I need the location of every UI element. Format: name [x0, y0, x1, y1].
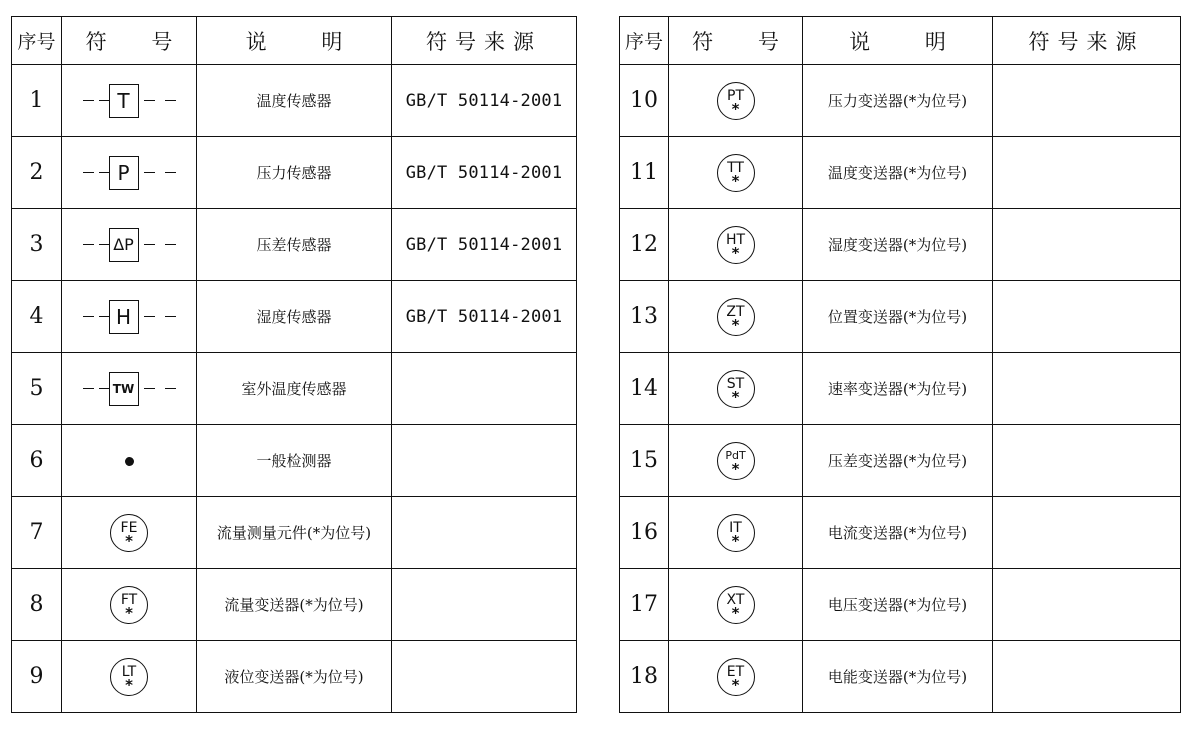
- sensor-box-label: H: [109, 300, 139, 334]
- row-symbol: [669, 137, 803, 209]
- row-symbol: [669, 425, 803, 497]
- transmitter-circle-icon: [717, 298, 755, 336]
- dash-line-icon: [83, 100, 94, 101]
- header-desc: [197, 17, 392, 65]
- table-row: [12, 209, 577, 281]
- header-seq: 序号: [620, 17, 669, 65]
- dash-line-icon: [83, 316, 94, 317]
- row-seq: 14: [620, 353, 669, 425]
- row-symbol: [62, 353, 197, 425]
- header-symbol: [669, 17, 803, 65]
- row-symbol: [669, 209, 803, 281]
- sensor-box-label: ΔP: [109, 228, 139, 262]
- header-seq: 序号: [12, 17, 62, 65]
- dash-line-icon: [165, 316, 176, 317]
- transmitter-circle-icon: [717, 154, 755, 192]
- transmitter-circle-icon: [110, 514, 148, 552]
- row-description: 压差传感器: [197, 209, 392, 281]
- position-mark: *: [731, 603, 740, 622]
- row-source: [392, 641, 577, 713]
- table-row: [620, 137, 1181, 209]
- dash-line-icon: [165, 244, 176, 245]
- symbol-table-right: [619, 16, 1181, 713]
- transmitter-tag: FE: [120, 519, 138, 536]
- transmitter-circle-icon: [717, 442, 755, 480]
- row-symbol: [669, 497, 803, 569]
- row-seq: 1: [12, 65, 62, 137]
- row-source: [993, 497, 1181, 569]
- row-source: [392, 425, 577, 497]
- line-stem-icon: [99, 388, 109, 389]
- transmitter-circle-icon: [717, 82, 755, 120]
- header-desc-char-1: 说: [245, 29, 267, 54]
- row-description: 电压变送器(*为位号): [803, 569, 993, 641]
- transmitter-tag: ZT: [726, 303, 745, 320]
- row-source: GB/T 50114-2001: [392, 209, 577, 281]
- header-source: 符号来源: [392, 17, 577, 65]
- sensor-box-label: T: [109, 84, 139, 118]
- row-seq: 6: [12, 425, 62, 497]
- dash-line-icon: [83, 244, 94, 245]
- row-description: 湿度传感器: [197, 281, 392, 353]
- table-row: [620, 353, 1181, 425]
- dash-line-icon: [144, 244, 155, 245]
- row-source: GB/T 50114-2001: [392, 281, 577, 353]
- row-source: GB/T 50114-2001: [392, 65, 577, 137]
- header-desc: [803, 17, 993, 65]
- row-symbol: [62, 641, 197, 713]
- row-symbol: [669, 353, 803, 425]
- row-description: 压力传感器: [197, 137, 392, 209]
- header-desc-char-2: 明: [924, 29, 946, 54]
- dash-line-icon: [144, 172, 155, 173]
- row-description: 压力变送器(*为位号): [803, 65, 993, 137]
- row-source: [993, 137, 1181, 209]
- row-seq: 15: [620, 425, 669, 497]
- table-row: [12, 281, 577, 353]
- sensor-symbol-icon: [78, 156, 181, 190]
- line-stem-icon: [99, 100, 109, 101]
- row-seq: 8: [12, 569, 62, 641]
- transmitter-circle-icon: [110, 586, 148, 624]
- row-description: 电流变送器(*为位号): [803, 497, 993, 569]
- row-source: [993, 425, 1181, 497]
- row-description: 流量变送器(*为位号): [197, 569, 392, 641]
- dash-line-icon: [83, 172, 94, 173]
- table-row: [620, 65, 1181, 137]
- row-description: 湿度变送器(*为位号): [803, 209, 993, 281]
- position-mark: *: [125, 675, 133, 694]
- row-seq: 9: [12, 641, 62, 713]
- transmitter-tag: ET: [726, 663, 745, 680]
- row-source: [993, 65, 1181, 137]
- row-seq: 7: [12, 497, 62, 569]
- table-row: [620, 641, 1181, 713]
- transmitter-circle-icon: [717, 586, 755, 624]
- row-symbol: [62, 569, 197, 641]
- transmitter-circle-icon: [717, 226, 755, 264]
- row-symbol: [62, 497, 197, 569]
- table-row: [12, 353, 577, 425]
- row-description: 压差变送器(*为位号): [803, 425, 993, 497]
- position-mark: *: [731, 243, 740, 262]
- position-mark: *: [731, 531, 740, 550]
- row-symbol: [669, 65, 803, 137]
- row-seq: 4: [12, 281, 62, 353]
- transmitter-tag: PdT: [725, 448, 746, 462]
- header-source: 符号来源: [993, 17, 1181, 65]
- transmitter-circle-icon: [717, 514, 755, 552]
- sensor-box-label: P: [109, 156, 139, 190]
- transmitter-tag: PT: [727, 87, 744, 104]
- row-seq: 3: [12, 209, 62, 281]
- row-description: 速率变送器(*为位号): [803, 353, 993, 425]
- transmitter-tag: LT: [121, 663, 137, 680]
- row-description: 温度变送器(*为位号): [803, 137, 993, 209]
- table-row: [12, 65, 577, 137]
- table-row: [12, 497, 577, 569]
- transmitter-circle-icon: [717, 370, 755, 408]
- row-symbol: [669, 281, 803, 353]
- dash-line-icon: [144, 388, 155, 389]
- row-description: 液位变送器(*为位号): [197, 641, 392, 713]
- row-source: [392, 497, 577, 569]
- dash-line-icon: [165, 100, 176, 101]
- table-row: [12, 569, 577, 641]
- table-body-right: [620, 65, 1181, 713]
- transmitter-tag: HT: [725, 231, 746, 248]
- position-mark: *: [125, 531, 133, 550]
- row-seq: 10: [620, 65, 669, 137]
- detector-dot-icon: [125, 457, 134, 466]
- table-row: [620, 569, 1181, 641]
- row-seq: 17: [620, 569, 669, 641]
- row-seq: 18: [620, 641, 669, 713]
- row-description: 温度传感器: [197, 65, 392, 137]
- dash-line-icon: [144, 316, 155, 317]
- sensor-symbol-icon: [78, 300, 181, 334]
- row-symbol: [669, 641, 803, 713]
- table-body-left: [12, 65, 577, 713]
- row-source: [993, 641, 1181, 713]
- row-seq: 2: [12, 137, 62, 209]
- dash-line-icon: [165, 388, 176, 389]
- position-mark: *: [731, 675, 740, 694]
- table-row: [620, 425, 1181, 497]
- symbol-table-left: [11, 16, 577, 713]
- transmitter-tag: XT: [726, 591, 745, 608]
- header-symbol-char-1: 符: [692, 29, 714, 54]
- position-mark: *: [731, 315, 740, 334]
- table-row: [12, 425, 577, 497]
- row-source: GB/T 50114-2001: [392, 137, 577, 209]
- position-mark: *: [731, 171, 740, 190]
- row-description: 位置变送器(*为位号): [803, 281, 993, 353]
- row-source: [993, 569, 1181, 641]
- header-symbol: [62, 17, 197, 65]
- header-desc-char-2: 明: [321, 29, 343, 54]
- header-desc-char-1: 说: [849, 29, 871, 54]
- transmitter-tag: IT: [729, 519, 742, 536]
- row-seq: 12: [620, 209, 669, 281]
- header-symbol-char-1: 符: [85, 29, 107, 54]
- row-source: [392, 353, 577, 425]
- row-seq: 16: [620, 497, 669, 569]
- dash-line-icon: [165, 172, 176, 173]
- row-description: 电能变送器(*为位号): [803, 641, 993, 713]
- dash-line-icon: [83, 388, 94, 389]
- table-header-row: [12, 17, 577, 65]
- transmitter-tag: ST: [726, 375, 745, 392]
- header-symbol-char-2: 号: [151, 29, 173, 54]
- row-symbol: [62, 281, 197, 353]
- row-symbol: [62, 65, 197, 137]
- sensor-symbol-icon: [78, 84, 181, 118]
- row-source: [993, 353, 1181, 425]
- table-row: [620, 209, 1181, 281]
- transmitter-tag: TT: [727, 159, 744, 176]
- position-mark: *: [731, 387, 740, 406]
- row-symbol: [62, 425, 197, 497]
- line-stem-icon: [99, 244, 109, 245]
- row-description: 流量测量元件(*为位号): [197, 497, 392, 569]
- transmitter-tag: FT: [120, 591, 138, 608]
- row-symbol: [669, 569, 803, 641]
- row-seq: 13: [620, 281, 669, 353]
- sensor-symbol-icon: [78, 228, 181, 262]
- table-row: [12, 137, 577, 209]
- row-symbol: [62, 137, 197, 209]
- table-header-row: [620, 17, 1181, 65]
- row-source: [993, 281, 1181, 353]
- table-row: [12, 641, 577, 713]
- sensor-symbol-icon: [78, 372, 181, 406]
- row-source: [993, 209, 1181, 281]
- row-source: [392, 569, 577, 641]
- table-row: [620, 497, 1181, 569]
- transmitter-circle-icon: [110, 658, 148, 696]
- row-symbol: [62, 209, 197, 281]
- row-seq: 11: [620, 137, 669, 209]
- sensor-box-label: TW: [109, 372, 139, 406]
- position-mark: *: [125, 603, 133, 622]
- header-symbol-char-2: 号: [757, 29, 779, 54]
- table-row: [620, 281, 1181, 353]
- position-mark: *: [731, 99, 740, 118]
- row-description: 一般检测器: [197, 425, 392, 497]
- row-seq: 5: [12, 353, 62, 425]
- dash-line-icon: [144, 100, 155, 101]
- line-stem-icon: [99, 316, 109, 317]
- row-description: 室外温度传感器: [197, 353, 392, 425]
- transmitter-circle-icon: [717, 658, 755, 696]
- line-stem-icon: [99, 172, 109, 173]
- position-mark: *: [731, 459, 740, 478]
